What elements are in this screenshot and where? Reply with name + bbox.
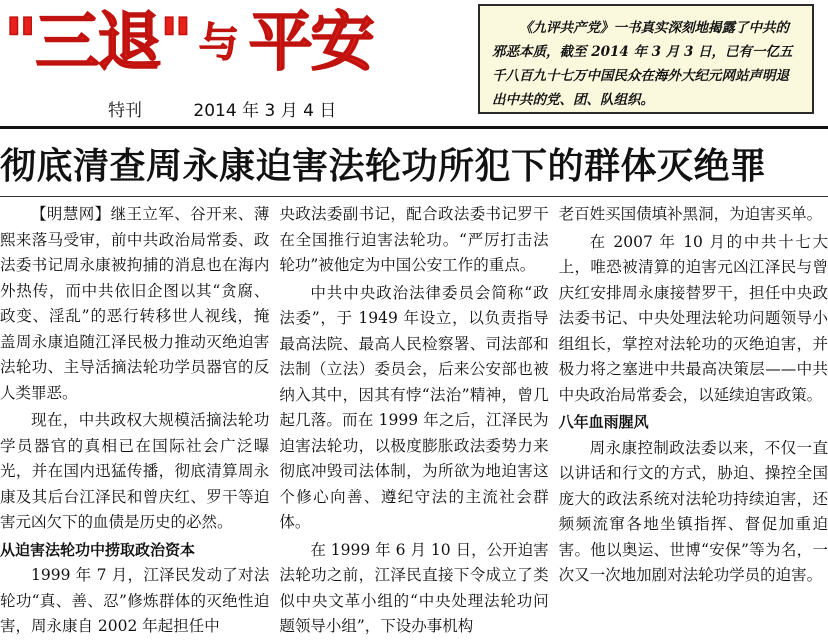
headline-divider	[0, 196, 828, 197]
masthead	[0, 0, 828, 130]
paragraph: 在 1999 年 6 月 10 日，公开迫害法轮功之前，江泽民直接下令成立了类似中央文革小组的“中央处理法轮功问题领导小组”，下设办事机构	[279, 540, 549, 635]
masthead-divider	[0, 126, 828, 129]
paragraph: 央政法委副书记，配合政法委书记罗干在全国推行迫害法轮功。“严厉打击法轮功”被他定为中国公安工作的重点。	[279, 205, 549, 274]
newspaper-title	[4, 4, 373, 82]
edition-label: 特刊	[108, 101, 142, 121]
section-subhead: 八年血雨腥风	[558, 413, 649, 431]
article-headline: 彻底清查周永康迫害法轮功所犯下的群体灭绝罪	[0, 145, 767, 187]
paragraph: 1999 年 7 月，江泽民发动了对法轮功“真、善、忍”修炼群体的灭绝性迫害，周永康自 2002 年起担任中	[0, 566, 270, 635]
edition-info	[108, 96, 382, 121]
column-2	[279, 202, 549, 635]
paragraph: 老百姓买国债填补黑洞，为迫害买单。	[558, 205, 823, 223]
column-3	[559, 202, 828, 592]
column-1	[0, 202, 270, 635]
paragraph: 【明慧网】继王立军、谷开来、薄熙来落马受审，前中共政治局常委、政法委书记周永康被拘捕的消息也在海内外热传，而中共依旧企图以其“贪腐、政变、淫乱”的恶行转移世人视线，掩盖周永康追随江泽民极力推动灭绝迫害法轮功、主导活摘法轮功学员器官的反人类罪恶。	[0, 205, 270, 402]
title-santui: "三退"	[4, 6, 191, 80]
paragraph: 现在，中共政权大规模活摘法轮功学员器官的真相已在国际社会广泛曝光，并在国内迅猛传播，彻底清算周永康及其后台江泽民和曾庆红、罗干等迫害元凶欠下的血债是历史的必然。	[0, 411, 270, 531]
paragraph: 周永康控制政法委以来，不仅一直以讲话和行文的方式，胁迫、操控全国庞大的政法系统对法轮功持续迫害，还频频流窜各地坐镇指挥、督促加重迫害。他以奥运、世博“安保”等为名，一次又一次地加剧对法轮功学员的迫害。	[558, 438, 828, 584]
notice-box: 《九评共产党》一书真实深刻地揭露了中共的邪恶本质，截至 2014 年 3 月 3 日，已有一亿五千八百九十七万中国民众在海外大纪元网站声明退出中共的党、团、队组织。	[478, 4, 814, 114]
title-pingan: 平安	[248, 6, 373, 80]
title-yu: 与	[198, 20, 239, 66]
paragraph: 中共中央政治法律委员会简称“政法委”，于 1949 年设立，以负责指导最高法院、最高人民检察署、司法部和法制（立法）委员会，后来公安部也被纳入其中，因其有悖“法治”精神，曾几起几落。而在 1999 年之后，江泽民为迫害法轮功，以极度膨胀政法委势力来彻底冲毁司法体制，为所欲为地迫害这个修心向善、遵纪守法的主流社会群体。	[279, 283, 549, 531]
paragraph: 在 2007 年 10 月的中共十七大上，唯恐被清算的迫害元凶江泽民与曾庆红安排周永康接替罗干，担任中央政法委书记、中央处理法轮功问题领导小组组长，掌控对法轮功的灭绝迫害，并极力将之塞进中共最高决策层——中共中央政治局常委会，以延续迫害政策。	[558, 232, 828, 404]
issue-date: 2014 年 3 月 4 日	[193, 101, 337, 121]
section-subhead: 从迫害法轮功中捞取政治资本	[0, 540, 196, 559]
article-body	[0, 202, 828, 635]
